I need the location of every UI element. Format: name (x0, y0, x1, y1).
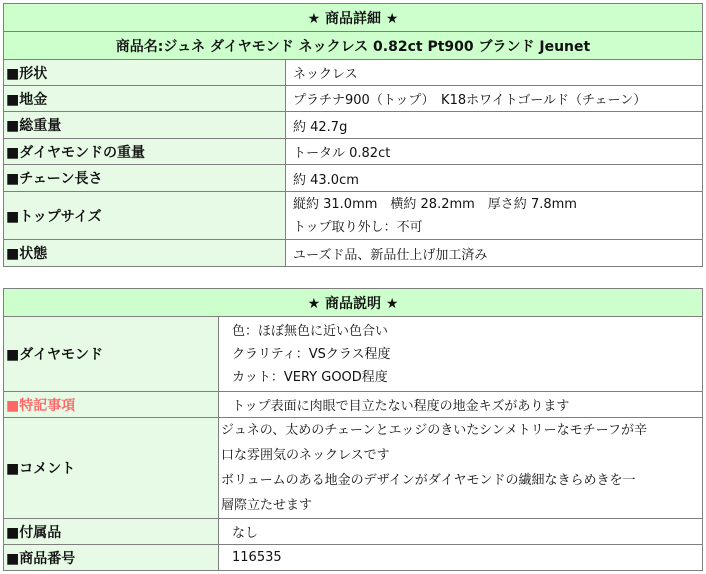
accessories-label: ■付属品 (4, 519, 219, 545)
top-size-label: ■トップサイズ (4, 192, 286, 240)
product-name: 商品名:ジュネ ダイヤモンド ネックレス 0.82ct Pt900 ブランド Jeunet (4, 32, 703, 60)
diamond-color: 色：ほぼ無色に近い色合い (232, 323, 389, 339)
product-number-value: 116535 (219, 545, 703, 571)
top-size-dimensions: 縦約 31.0mm 横約 28.2mm 厚さ約 7.8mm (293, 196, 577, 212)
shape-value: ネックレス (286, 60, 703, 86)
comment-line-1: ジュネの、太めのチェーンとエッジのきいたシンメトリーなモチーフが辛 (221, 423, 647, 438)
top-size-value (286, 192, 703, 240)
diamond-label: ■ダイヤモンド (4, 317, 219, 392)
shape-label: ■形状 (4, 60, 286, 86)
description-header: ★ 商品説明 ★ (4, 289, 703, 317)
product-number-label: ■商品番号 (4, 545, 219, 571)
product-details-table (3, 3, 703, 267)
comment-line-3: ボリュームのある地金のデザインがダイヤモンドの繊細なきらめきを一 (221, 473, 636, 488)
special-notes-label: ■特記事項 (4, 392, 219, 418)
chain-length-label: ■チェーン長さ (4, 165, 286, 192)
diamond-value (219, 317, 703, 392)
details-header: ★ 商品詳細 ★ (4, 4, 703, 32)
chain-length-value: 約 43.0cm (286, 165, 703, 192)
comment-label: ■コメント (4, 418, 219, 519)
accessories-value: なし (219, 519, 703, 545)
total-weight-value: 約 42.7g (286, 112, 703, 139)
total-weight-label: ■総重量 (4, 112, 286, 139)
metal-value: プラチナ900（トップ） K18ホワイトゴールド（チェーン） (286, 86, 703, 112)
comment-line-2: 口な雰囲気のネックレスです (221, 448, 390, 463)
top-detachable: トップ取り外し：不可 (293, 219, 423, 235)
diamond-weight-value: トータル 0.82ct (286, 139, 703, 165)
diamond-weight-label: ■ダイヤモンドの重量 (4, 139, 286, 165)
condition-value: ユーズド品、新品仕上げ加工済み (286, 240, 703, 267)
diamond-clarity: クラリティ：VSクラス程度 (232, 346, 391, 362)
metal-label: ■地金 (4, 86, 286, 112)
product-description-table (3, 288, 703, 571)
condition-label: ■状態 (4, 240, 286, 267)
special-notes-value: トップ表面に肉眼で目立たない程度の地金キズがあります (219, 392, 703, 418)
diamond-cut: カット：VERY GOOD程度 (232, 369, 388, 385)
comment-line-4: 層際立たせます (221, 498, 313, 513)
comment-value (219, 418, 703, 519)
